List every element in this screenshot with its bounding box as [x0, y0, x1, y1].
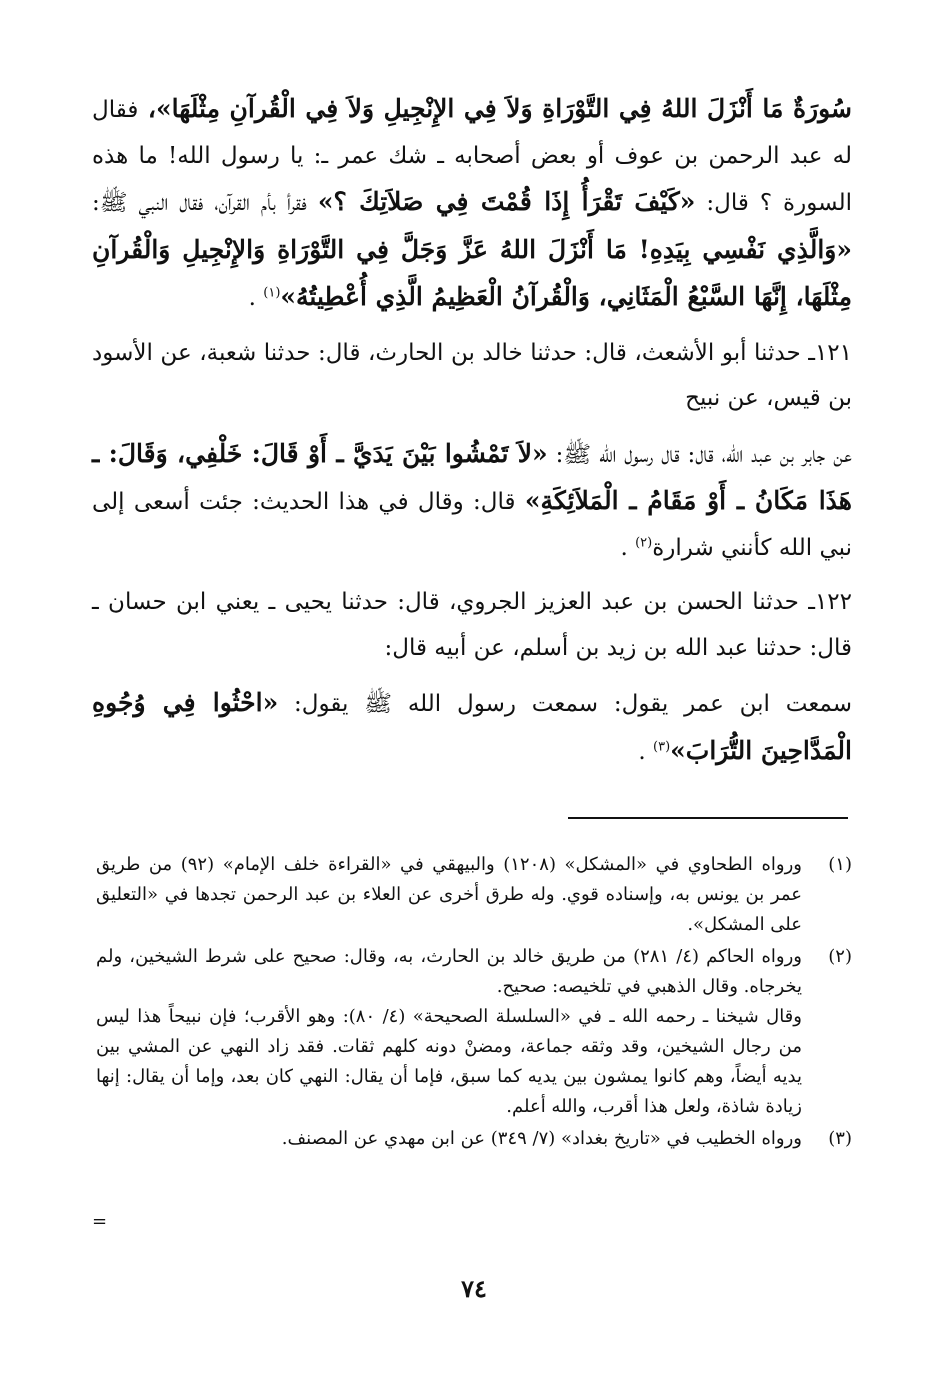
footnote-ref: (١)	[263, 285, 281, 301]
footnote-text: ورواه الطحاوي في «المشكل» (١٢٠٨) والبيهقي في «القراءة خلف الإمام» (٩٢) من طريق عمر بن يونس به، وإسناده قوي. وله طرق أخرى عن العلاء بن عبد الرحمن تجدها في «التعليق على المشكل».	[96, 854, 802, 935]
paragraph-surah-hadith	[92, 86, 852, 322]
footnote-ref: (٣)	[653, 738, 671, 754]
paragraph-hadith-121	[92, 431, 852, 572]
hadith-quote: سُورَةٌ مَا أَنْزَلَ اللهُ فِي التَّوْرَاةِ وَلاَ فِي الإِنْجِيلِ وَلاَ فِي الْقُرآنِ مِثْلَهَا»،	[138, 94, 852, 123]
footnote-ref: (٢)	[635, 534, 653, 550]
footnote-divider	[568, 817, 848, 819]
footnote-text: ورواه الخطيب في «تاريخ بغداد» (٧/ ٣٤٩) عن ابن مهدي عن المصنف.	[281, 1128, 802, 1149]
hadith-quote: «لاَ تَمْشُوا بَيْنَ يَدَيَّ ـ أَوْ قَالَ: خَلْفِي، وَقَالَ: ـ هَذَا مَكَانُ ـ أَوْ مَقَامُ ـ الْمَلاَئِكَةِ»	[92, 438, 852, 515]
paragraph-isnad-122	[92, 580, 852, 671]
narration-text: قال: وقال في هذا الحديث: جئت أسعى إلى نبي الله كأنني شرارة	[92, 489, 852, 561]
footnote-number: (١)	[828, 854, 852, 875]
narration-text: فقرأ بأم القرآن، فقال النبي ﷺ:	[92, 190, 318, 216]
footnote-1	[96, 850, 852, 940]
isnad-text: ١٢١ـ حدثنا أبو الأشعث، قال: حدثنا خالد بن الحارث، قال: حدثنا شعبة، عن الأسود بن قيس، عن نبيح	[92, 339, 852, 411]
sentence-end: .	[248, 285, 264, 311]
sentence-end: .	[638, 738, 654, 765]
isnad-text: ١٢٢ـ حدثنا الحسن بن عبد العزيز الجروي، قال: حدثنا يحيى ـ يعني ابن حسان ـ قال: حدثنا عبد الله بن زيد بن أسلم، عن أبيه قال:	[92, 589, 852, 661]
page-number: ٧٤	[461, 1274, 487, 1303]
hadith-quote: «احْثُوا فِي وُجُوهِ الْمَدَّاحِينَ التُّرَابَ»	[92, 688, 852, 765]
footnotes	[96, 850, 852, 1156]
footnote-3	[96, 1124, 852, 1154]
footnote-body	[96, 850, 802, 940]
continuation-mark: =	[92, 1211, 108, 1232]
hadith-quote: «وَالَّذِي نَفْسِي بِيَدِهِ! مَا أَنْزَلَ اللهُ عَزَّ وَجَلَّ فِي التَّوْرَاةِ وَالإِنْجِيلِ وَالْقُرآنِ مِثْلَهَا، إِنَّهَا السَّبْعُ الْمَثَانِي، وَالْقُرآنُ الْعَظِيمُ الَّذِي أُعْطِيتُهُ»	[92, 234, 852, 311]
main-text	[92, 86, 852, 775]
paragraph-hadith-122	[92, 680, 852, 775]
footnote-body	[96, 942, 802, 1122]
narration-text: عن جابر بن عبد الله، قال: قال رسول الله ﷺ:	[547, 441, 852, 468]
hadith-quote: «كَيْفَ تَقْرَأُ إِذَا قُمْتَ فِي صَلاَتِكَ ؟»	[317, 187, 696, 216]
narration-text: سمعت ابن عمر يقول: سمعت رسول الله ﷺ يقول:	[278, 691, 852, 717]
footnote-text: وقال شيخنا ـ رحمه الله ـ في «السلسلة الصحيحة» (٤/ ٨٠): وهو الأقرب؛ فإن نبيحاً هذا ليس من رجال الشيخين، وقد وثقه جماعة، ومضنْ دونه كلهم ثقات. فقد زاد النهي عن المشي بين يديه أيضاً، وهم كانوا يمشون بين يديه كما سبق، فإما أن يقال: النهي كان بعد، وإما أن يقال: إنها زيادة شاذة، ولعل هذا أقرب، والله أعلم.	[96, 1006, 802, 1117]
footnote-text: ورواه الحاكم (٤/ ٢٨١) من طريق خالد بن الحارث، به، وقال: صحيح على شرط الشيخين، ولم يخرجاه. وقال الذهبي في تلخيصه: صحيح.	[96, 946, 802, 997]
footnote-2	[96, 942, 852, 1122]
footnote-number: (٣)	[828, 1128, 852, 1149]
paragraph-isnad-121	[92, 331, 852, 422]
narration-text: فقال له عبد الرحمن بن عوف أو بعض أصحابه ـ شك عمر ـ: يا رسول الله! ما هذه السورة ؟ قال:	[92, 97, 852, 216]
footnote-number: (٢)	[828, 946, 852, 967]
footnote-body	[96, 1124, 802, 1154]
sentence-end: .	[620, 534, 636, 561]
